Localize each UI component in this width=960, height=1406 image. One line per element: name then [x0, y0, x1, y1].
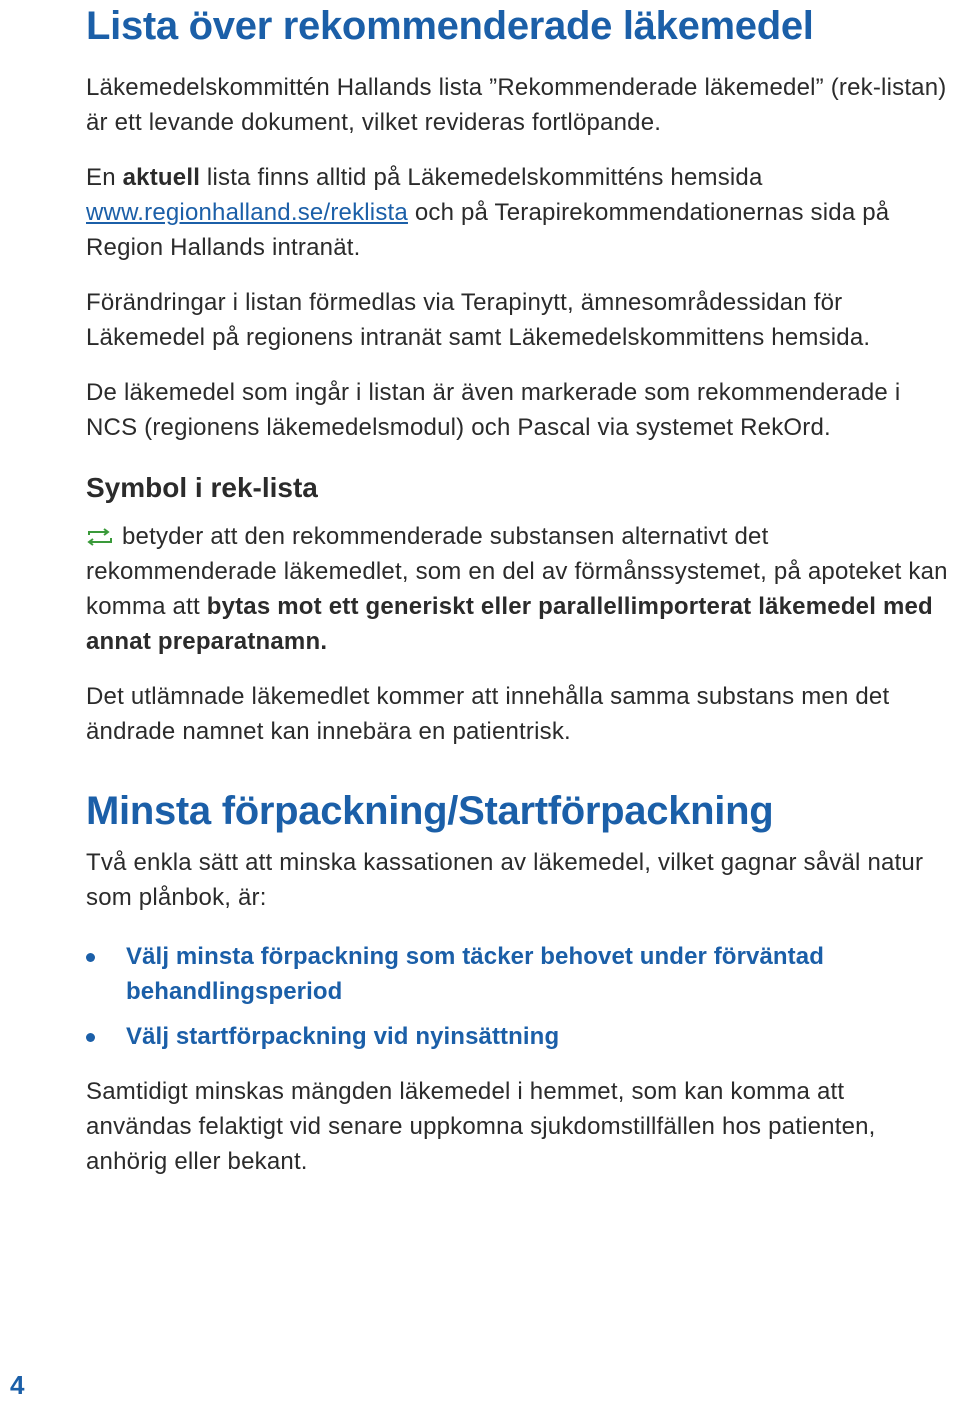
paragraph-symbol: betyder att den rekommenderade substansen alternativt det rekommenderade läkemedlet, som en del av förmånssystemet, på apoteket kan komma att bytas mot ett generiskt eller parallellimporterat läkemedel med annat preparatnamn. [86, 523, 948, 655]
bullet-list [86, 939, 956, 1054]
page-content [86, 0, 956, 1179]
paragraph-kassation: Två enkla sätt att minska kassationen av läkemedel, vilket gagnar såväl natur som plånbok, är: [86, 849, 924, 911]
paragraph-samtidigt: Samtidigt minskas mängden läkemedel i hemmet, som kan komma att användas felaktigt vid senare uppkomna sjukdomstillfällen hos patienten, anhörig eller bekant. [86, 1078, 876, 1175]
section-title-rek-lista: Lista över rekommenderade läkemedel [86, 4, 814, 48]
bullet-icon [86, 953, 95, 962]
reklista-link[interactable]: www.regionhalland.se/reklista [86, 199, 408, 226]
page-number: 4 [10, 1370, 25, 1400]
paragraph-aktuell-lista: En aktuell lista finns alltid på Läkemedelskommitténs hemsida www.regionhalland.se/reklista och på Terapirekommendationernas sida på Region Hallands intranät. [86, 164, 890, 261]
paragraph-intro: Läkemedelskommittén Hallands lista ”Rekommenderade läkemedel” (rek-listan) är ett levande dokument, vilket revideras fortlöpande. [86, 74, 947, 136]
paragraph-ncs: De läkemedel som ingår i listan är även markerade som rekommenderade i NCS (regionens läkemedelsmodul) och Pascal via systemet RekOrd. [86, 379, 901, 441]
paragraph-forandringar: Förändringar i listan förmedlas via Terapinytt, ämnesområdessidan för Läkemedel på regionens intranät samt Läkemedelskommittens hemsida. [86, 289, 871, 351]
list-item: Välj minsta förpackning som täcker behovet under förväntad behandlingsperiod [86, 939, 956, 1009]
bullet-icon [86, 1033, 95, 1042]
symbol-heading: Symbol i rek-lista [86, 472, 318, 503]
section-title-forpackning: Minsta förpackning/Startförpackning [86, 789, 774, 833]
list-item: Välj startförpackning vid nyinsättning [86, 1019, 956, 1054]
exchange-arrow-icon [86, 528, 114, 546]
paragraph-patientrisk: Det utlämnade läkemedlet kommer att innehålla samma substans men det ändrade namnet kan innebära en patientrisk. [86, 683, 890, 745]
